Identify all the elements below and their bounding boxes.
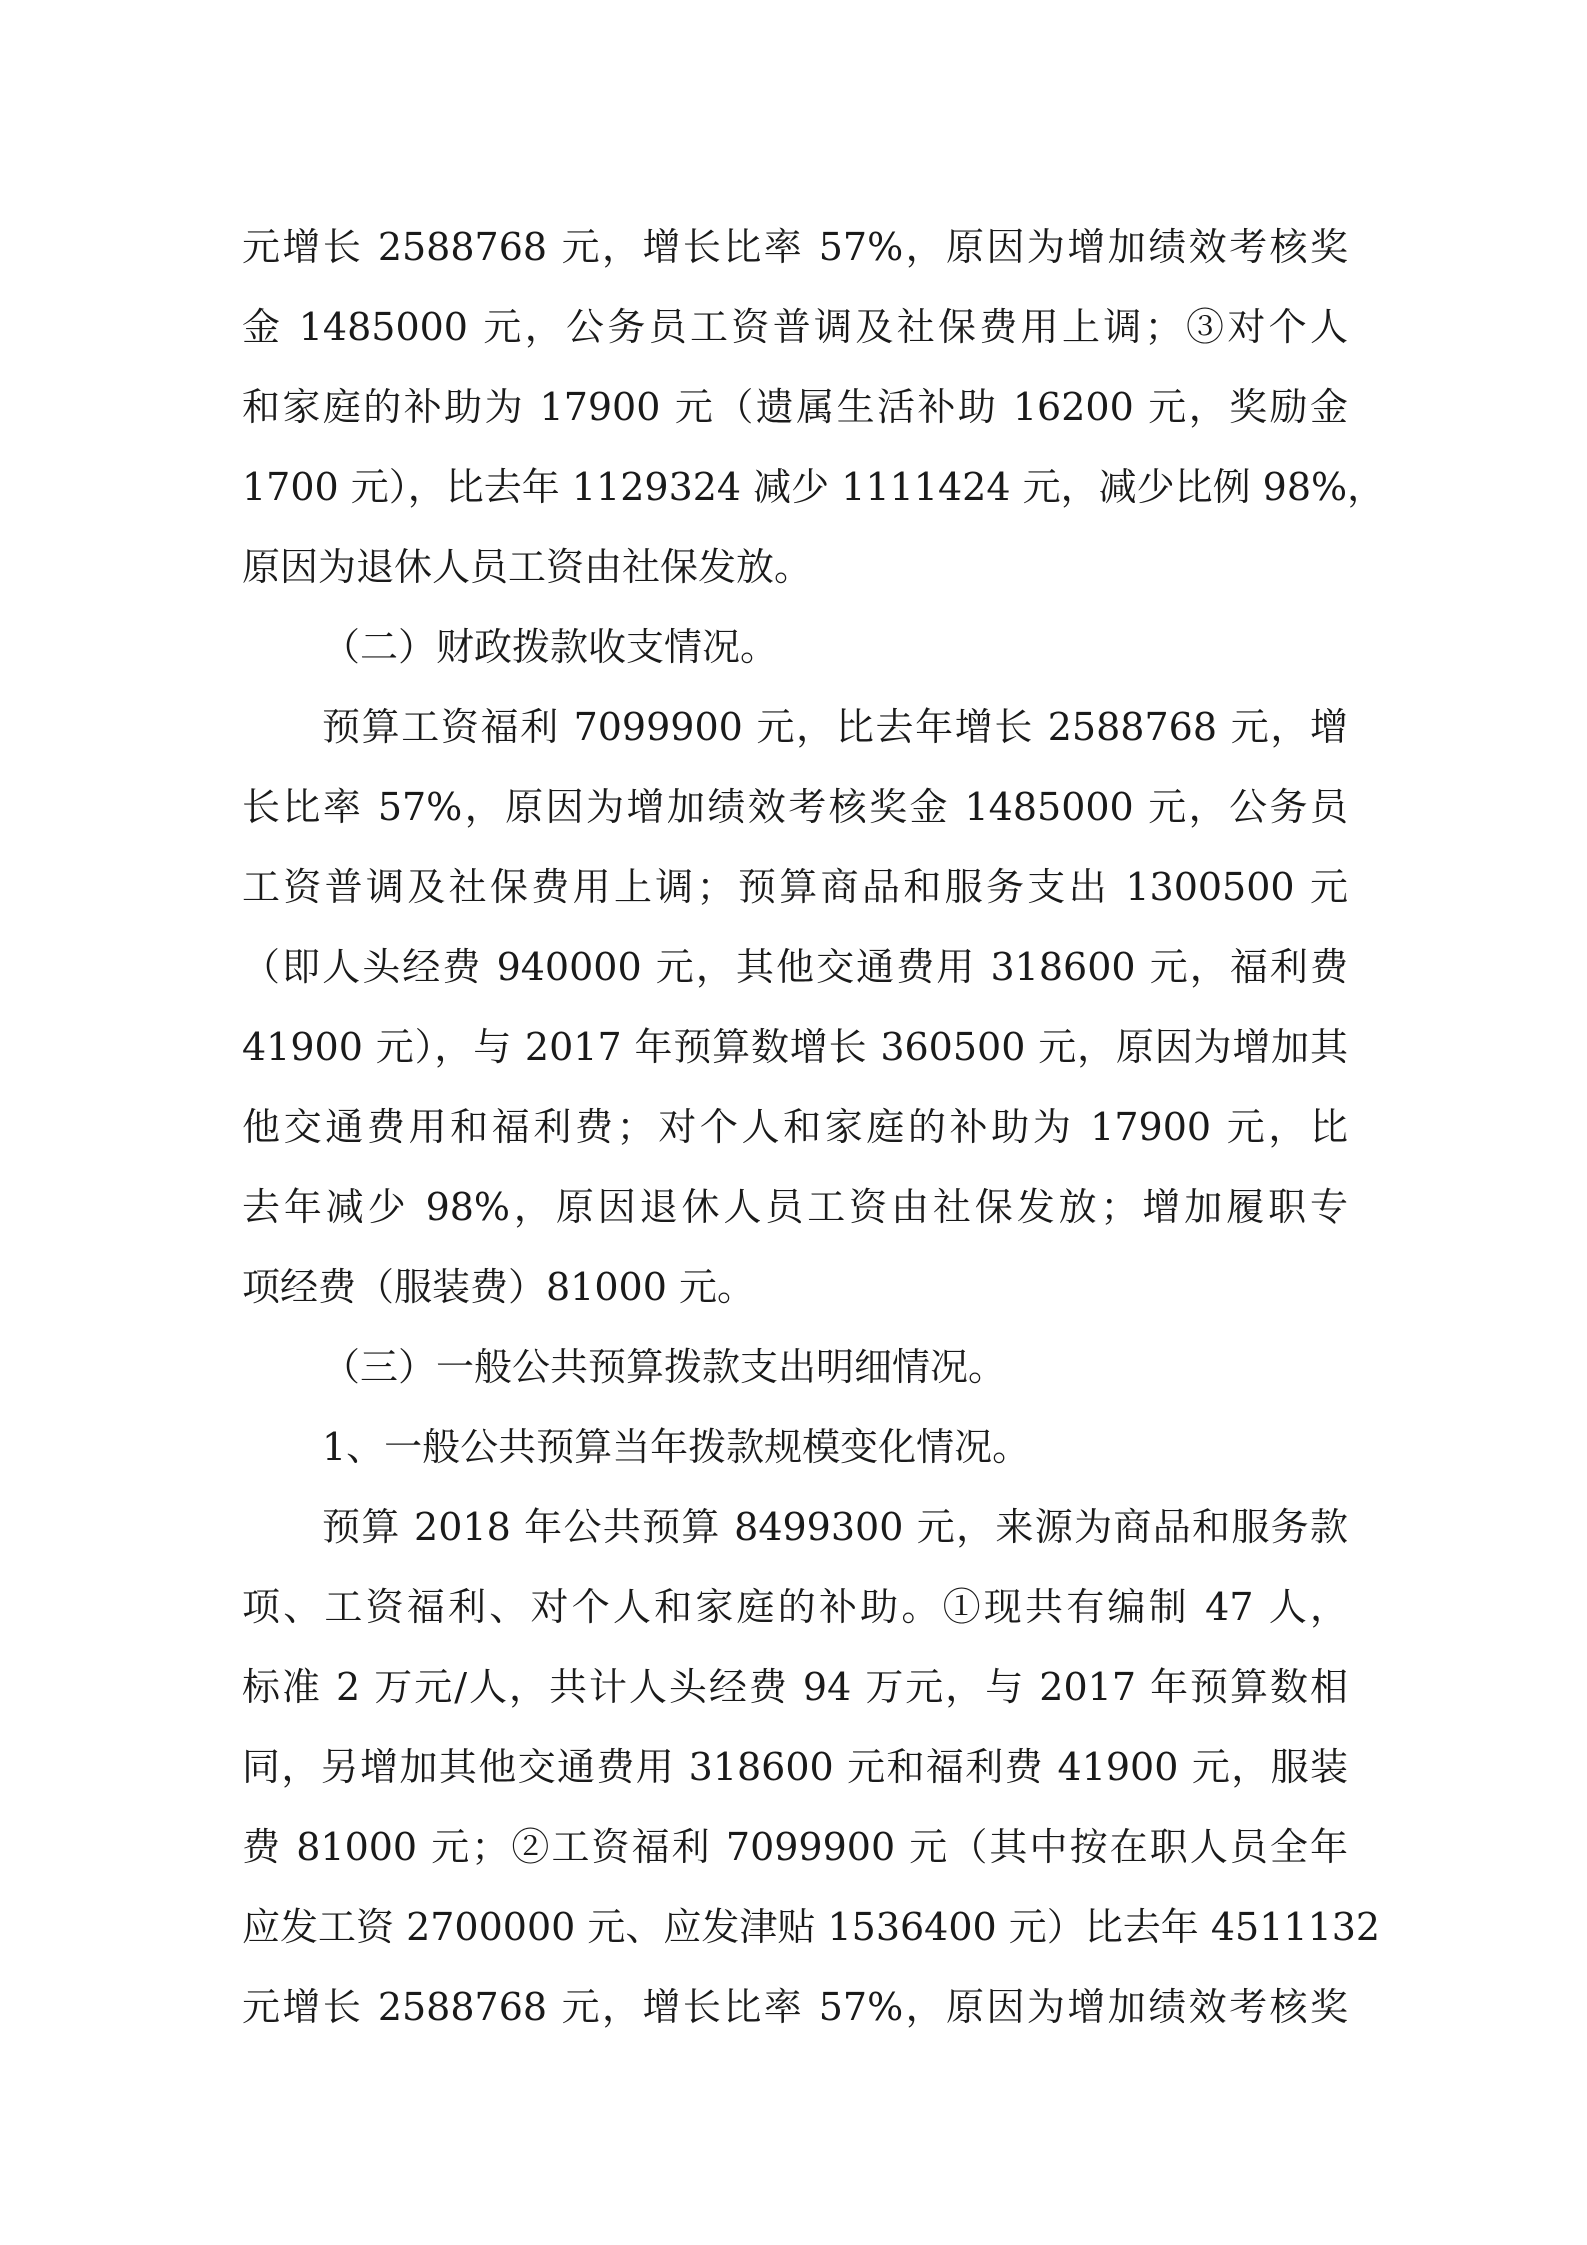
text-line-18: 项、工资福利、对个人和家庭的补助。①现共有编制 47 人， bbox=[242, 1585, 1348, 1629]
text-line-7: 预算工资福利 7099900 元，比去年增长 2588768 元，增 bbox=[322, 705, 1348, 749]
text-line-21: 费 81000 元；②工资福利 7099900 元（其中按在职人员全年 bbox=[242, 1825, 1348, 1869]
text-line-10: （即人头经费 940000 元，其他交通费用 318600 元，福利费 bbox=[242, 945, 1348, 989]
document-body bbox=[242, 207, 1386, 2047]
text-line-22: 应发工资 2700000 元、应发津贴 1536400 元）比去年 4511132 bbox=[242, 1905, 1381, 1949]
text-line-1: 元增长 2588768 元，增长比率 57%，原因为增加绩效考核奖 bbox=[242, 225, 1348, 269]
text-line-12: 他交通费用和福利费；对个人和家庭的补助为 17900 元，比 bbox=[242, 1105, 1348, 1149]
text-line-14: 项经费（服装费）81000 元。 bbox=[242, 1265, 755, 1309]
text-line-8: 长比率 57%，原因为增加绩效考核奖金 1485000 元，公务员 bbox=[242, 785, 1348, 829]
text-line-17: 预算 2018 年公共预算 8499300 元，来源为商品和服务款 bbox=[322, 1505, 1348, 1549]
text-line-5: 原因为退休人员工资由社保发放。 bbox=[242, 545, 813, 589]
text-line-11: 41900 元），与 2017 年预算数增长 360500 元，原因为增加其 bbox=[242, 1025, 1348, 1069]
text-line-4: 1700 元），比去年 1129324 减少 1111424 元，减少比例 98%， bbox=[242, 465, 1386, 509]
text-line-2: 金 1485000 元，公务员工资普调及社保费用上调；③对个人 bbox=[242, 305, 1348, 349]
section-heading-3: （三）一般公共预算拨款支出明细情况。 bbox=[322, 1345, 1007, 1389]
section-heading-2: （二）财政拨款收支情况。 bbox=[322, 625, 779, 669]
text-line-3: 和家庭的补助为 17900 元（遗属生活补助 16200 元，奖励金 bbox=[242, 385, 1348, 429]
text-line-23: 元增长 2588768 元，增长比率 57%，原因为增加绩效考核奖 bbox=[242, 1985, 1348, 2029]
text-line-20: 同，另增加其他交通费用 318600 元和福利费 41900 元，服装 bbox=[242, 1745, 1348, 1789]
text-line-13: 去年减少 98%，原因退休人员工资由社保发放；增加履职专 bbox=[242, 1185, 1348, 1229]
subsection-heading-1: 1、一般公共预算当年拨款规模变化情况。 bbox=[322, 1425, 1031, 1469]
text-line-9: 工资普调及社保费用上调；预算商品和服务支出 1300500 元 bbox=[242, 865, 1348, 909]
text-line-19: 标准 2 万元/人，共计人头经费 94 万元，与 2017 年预算数相 bbox=[242, 1665, 1348, 1709]
